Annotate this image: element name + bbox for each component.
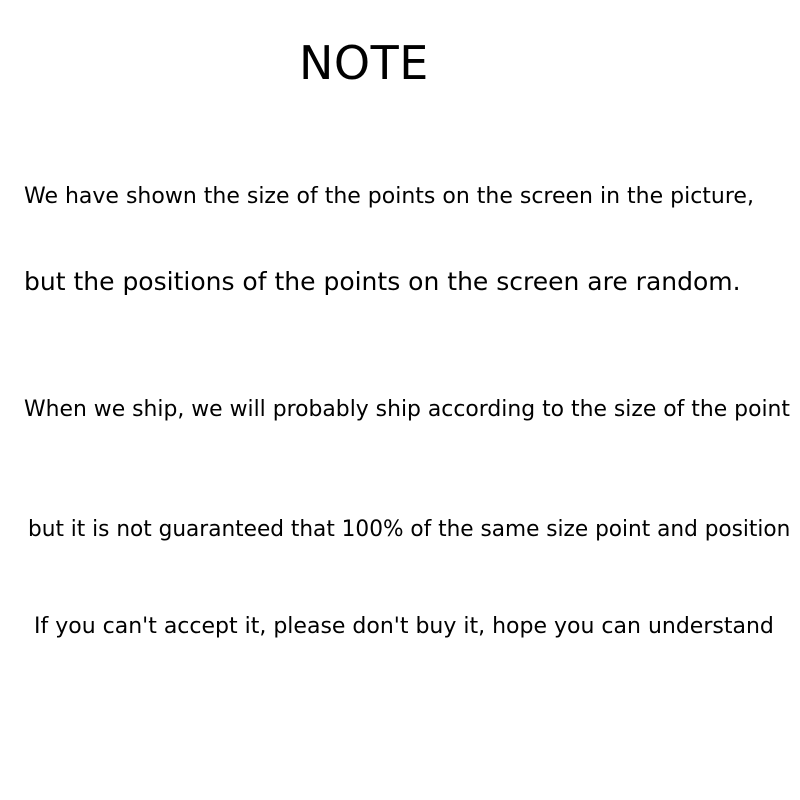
note-line-positions-random: but the positions of the points on the screen are random. — [24, 267, 741, 296]
note-line-not-guaranteed: but it is not guaranteed that 100% of the same size point and position — [28, 517, 791, 542]
note-line-shipping-size: When we ship, we will probably ship according to the size of the point — [24, 397, 790, 422]
note-line-accept-warning: If you can't accept it, please don't buy it, hope you can understand — [34, 614, 774, 639]
note-title: NOTE — [299, 36, 429, 90]
note-line-size-shown: We have shown the size of the points on the screen in the picture, — [24, 184, 754, 209]
